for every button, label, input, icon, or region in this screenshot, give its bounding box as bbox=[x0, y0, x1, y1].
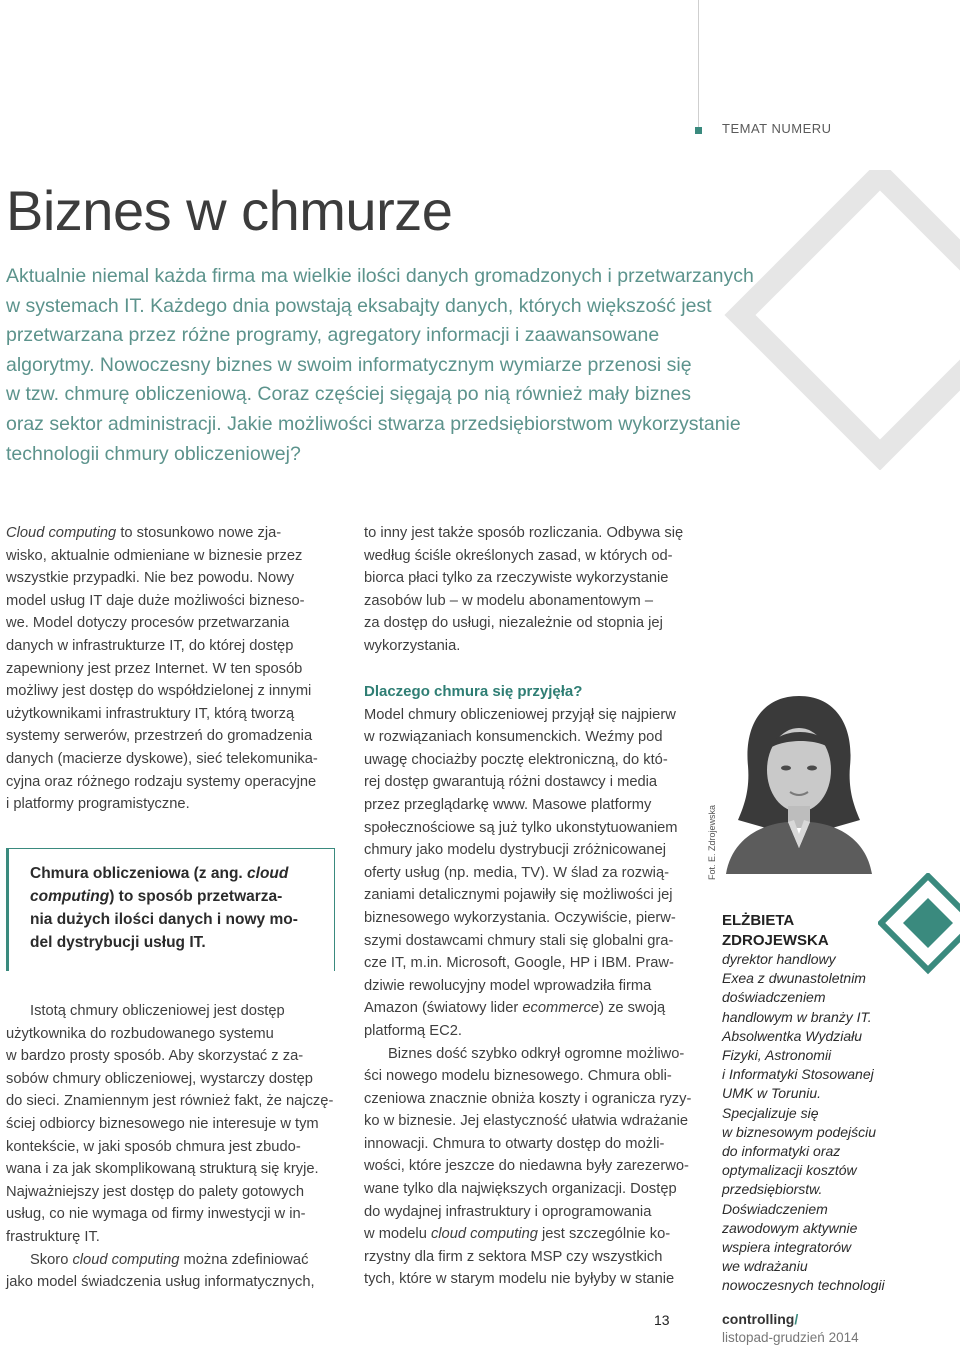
small-diamond-icon bbox=[878, 873, 960, 983]
bio-line: Specjalizuje się bbox=[722, 1104, 819, 1121]
body-line: wości, które jeszcze do niedawna były zarezerwo- bbox=[364, 1158, 689, 1175]
callout-accent-bar bbox=[6, 848, 9, 971]
italic-term: computing bbox=[30, 888, 110, 905]
body-line bbox=[6, 522, 339, 545]
callout-line bbox=[30, 862, 298, 885]
body-line: ko w biznesie. Jej elastyczność ułatwia wdrażanie bbox=[364, 1113, 689, 1130]
body-line: według ściśle określonych zasad, w których od- bbox=[364, 547, 673, 564]
bio-line: w biznesowym podejściu bbox=[722, 1123, 877, 1140]
section-subheading: Dlaczego chmura się przyjęła? bbox=[364, 683, 583, 700]
body-line: tych, które w starym modelu nie byłyby w stanie bbox=[364, 1271, 675, 1288]
section-divider-line bbox=[698, 0, 699, 130]
body-line: użytkownikami infrastruktury IT, którą tworzą bbox=[6, 705, 295, 722]
italic-term: cloud bbox=[247, 865, 289, 882]
body-text: ) ze swoją bbox=[599, 1000, 666, 1017]
body-line: usług, co nie wymaga od firmy inwestycji w in- bbox=[6, 1206, 306, 1223]
column-2-top bbox=[364, 522, 699, 658]
lead-line: Aktualnie niemal każda firma ma wielkie ilości danych gromadzonych i przetwarzanych bbox=[6, 265, 754, 287]
body-text: w modelu bbox=[364, 1226, 431, 1243]
lead-paragraph bbox=[6, 262, 806, 469]
body-line: wszystkie przypadki. Nie bez powodu. Nowy bbox=[6, 570, 295, 587]
body-line: jako model świadczenia usług informatycznych, bbox=[6, 1274, 315, 1291]
body-line: Istotą chmury obliczeniowej jest dostęp bbox=[30, 1003, 285, 1019]
page-number: 13 bbox=[654, 1312, 670, 1328]
body-line: rzystny dla firm z sektora MSP czy wszystkich bbox=[364, 1248, 663, 1265]
italic-term: cloud computing bbox=[72, 1251, 180, 1268]
body-line: sobów chmury obliczeniowej, wystarczy dostęp bbox=[6, 1070, 313, 1087]
body-line: to inny jest także sposób rozliczania. Odbywa się bbox=[364, 525, 684, 541]
body-line bbox=[364, 1223, 699, 1246]
body-line: rej dostęp gwarantują różni dostawcy i media bbox=[364, 774, 658, 791]
bio-line: przedsiębiorstw. bbox=[722, 1181, 823, 1198]
column-2-main bbox=[364, 681, 699, 1291]
body-line: we. Model dotyczy procesów przetwarzania bbox=[6, 615, 290, 632]
body-line: w rozwiązaniach konsumenckich. Weźmy pod bbox=[364, 729, 663, 746]
body-text: jest szczególnie ko- bbox=[537, 1226, 671, 1243]
body-line: wana i za jak skomplikowaną strukturą się kryje. bbox=[6, 1161, 319, 1178]
section-label: TEMAT NUMERU bbox=[722, 121, 832, 136]
body-line: wisko, aktualnie odmieniane w biznesie przez bbox=[6, 547, 303, 564]
body-line: do wydajnej infrastruktury i oprogramowania bbox=[364, 1203, 652, 1220]
issue-date: listopad-grudzień 2014 bbox=[722, 1330, 859, 1345]
body-line: przez przeglądarkę www. Masowe platformy bbox=[364, 796, 652, 813]
body-line: model usług IT daje duże możliwości bizneso- bbox=[6, 592, 305, 609]
callout-line bbox=[30, 885, 298, 908]
callout-text-part: Chmura obliczeniowa (z ang. bbox=[30, 865, 248, 882]
bio-line: dyrektor handlowy bbox=[722, 951, 836, 967]
body-line: czeniowa znacznie obniża koszty i ogranicza ryzy- bbox=[364, 1090, 692, 1107]
callout-line: nia dużych ilości danych i nowy mo- bbox=[30, 911, 298, 928]
body-line: zapewniony jest przez Internet. W ten sposób bbox=[6, 660, 303, 677]
page-title: Biznes w chmurze bbox=[6, 179, 453, 242]
photo-credit: Fot. E. Zdrojewska bbox=[707, 804, 717, 880]
body-line: ściej odbiorcy biznesowego nie interesuje w tym bbox=[6, 1115, 319, 1132]
italic-term: Cloud computing bbox=[6, 525, 117, 541]
body-line: Najważniejszy jest dostęp do palety gotowych bbox=[6, 1183, 304, 1200]
section-marker-dot bbox=[695, 127, 702, 134]
brand-slash: / bbox=[794, 1311, 799, 1327]
bio-line: UMK w Toruniu. bbox=[722, 1085, 822, 1102]
body-line: ści nowego modelu biznesowego. Chmura obli- bbox=[364, 1068, 672, 1085]
lead-line: przetwarzana przez różne programy, agregatory informacji i zaawansowane bbox=[6, 324, 660, 347]
body-line: biorca płaci tylko za rzeczywiste wykorzystanie bbox=[364, 570, 669, 587]
author-portrait bbox=[722, 688, 876, 874]
body-line: cyjna oraz różnego rodzaju systemy operacyjne bbox=[6, 773, 317, 790]
body-text: można zdefiniować bbox=[179, 1251, 309, 1268]
magazine-brand bbox=[722, 1311, 798, 1327]
bio-line: wspiera integratorów bbox=[722, 1239, 852, 1256]
body-line: cze IT, m.in. Microsoft, Google, HP i IBM. Praw- bbox=[364, 955, 674, 972]
lead-line: w systemach IT. Każdego dnia powstają eksabajty danych, których większość jest bbox=[6, 294, 712, 317]
body-line: za dostęp do usługi, niezależnie od stopnia jej bbox=[364, 615, 663, 632]
body-line: innowacji. Chmura to otwarty dostęp do możli- bbox=[364, 1135, 665, 1152]
lead-line: technologii chmury obliczeniowej? bbox=[6, 442, 301, 465]
callout-text bbox=[30, 862, 298, 954]
bio-line: optymalizacji kosztów bbox=[722, 1162, 857, 1179]
body-text: Amazon (światowy lider bbox=[364, 1000, 523, 1017]
bio-line: handlowym w branży IT. bbox=[722, 1008, 872, 1025]
body-line: możliwy jest dostęp do współdzielonej z innymi bbox=[6, 683, 312, 700]
body-line bbox=[6, 1249, 339, 1272]
callout-text-part: ) to sposób przetwarza- bbox=[109, 888, 283, 905]
author-name-line: ELŻBIETA bbox=[722, 912, 795, 929]
body-line: zasobów lub – w modelu abonamentowym – bbox=[364, 592, 654, 609]
body-line: frastrukturę IT. bbox=[6, 1228, 100, 1245]
lead-line: w tzw. chmurę obliczeniową. Coraz częściej sięgają po nią również mały biznes bbox=[6, 383, 691, 406]
body-line: uwagę chociażby pocztę elektroniczną, do któ- bbox=[364, 751, 668, 768]
bio-line: Doświadczeniem bbox=[722, 1200, 828, 1217]
lead-line: algorytmy. Nowoczesny biznes w swoim informatycznym wymiarze przenosi się bbox=[6, 353, 692, 376]
body-line: systemy serwerów, przestrzeń do gromadzenia bbox=[6, 728, 313, 745]
body-line: Biznes dość szybko odkrył ogromne możliwo- bbox=[388, 1045, 685, 1062]
column-1-top bbox=[6, 522, 339, 816]
body-line: danych w infrastrukturze IT, do której dostęp bbox=[6, 637, 294, 654]
body-text: to stosunkowo nowe zja- bbox=[116, 525, 282, 541]
bio-line: zawodowym aktywnie bbox=[722, 1219, 858, 1236]
bio-line: Exea z dwunastoletnim bbox=[722, 970, 866, 987]
body-line: danych (macierze dyskowe), sieć telekomunika- bbox=[6, 750, 318, 767]
bio-line: i Informatyki Stosowanej bbox=[722, 1066, 874, 1083]
body-line: społecznościowe są już tylko ukonstytuowaniem bbox=[364, 819, 678, 836]
body-text: Skoro bbox=[30, 1251, 73, 1268]
body-line: platformą EC2. bbox=[364, 1022, 462, 1039]
body-line: Model chmury obliczeniowej przyjął się najpierw bbox=[364, 706, 676, 723]
author-bio bbox=[722, 950, 885, 1296]
body-line: biznesowego wykorzystania. Oczywiście, pierw- bbox=[364, 909, 676, 926]
body-line: wane tylko dla największych organizacji. Dostęp bbox=[364, 1181, 677, 1198]
body-line: wykorzystania. bbox=[364, 637, 461, 654]
bio-line: Absolwentka Wydziału bbox=[722, 1027, 863, 1044]
bio-line: we wdrażaniu bbox=[722, 1258, 808, 1275]
body-line bbox=[364, 997, 699, 1020]
body-line: szymi dostawcami chmury stali się globalni gra- bbox=[364, 932, 674, 949]
italic-term: ecommerce bbox=[522, 1000, 600, 1017]
column-1-bottom bbox=[6, 1000, 339, 1294]
body-line: w bardzo prosty sposób. Aby skorzystać z za- bbox=[6, 1048, 304, 1065]
body-line: i platformy programistyczne. bbox=[6, 796, 190, 813]
body-line: chmury jako modelu dystrybucji zróżnicowanej bbox=[364, 842, 667, 859]
body-line: kontekście, w jaki sposób chmura jest zbudo- bbox=[6, 1138, 301, 1155]
bio-line: doświadczeniem bbox=[722, 989, 826, 1006]
author-name-line: ZDROJEWSKA bbox=[722, 932, 829, 949]
italic-term: cloud computing bbox=[430, 1226, 538, 1243]
bio-line: Fizyki, Astronomii bbox=[722, 1047, 832, 1064]
body-line: do sieci. Znamiennym jest również fakt, że najczę- bbox=[6, 1093, 334, 1110]
brand-text: controlling bbox=[722, 1311, 795, 1327]
body-line: użytkownika do rozbudowanego systemu bbox=[6, 1025, 274, 1042]
bio-line: nowoczesnych technologii bbox=[722, 1277, 885, 1294]
callout-line: del dystrybucji usług IT. bbox=[30, 934, 206, 951]
body-line: oferty usług (np. media, TV). W ślad za rozwią- bbox=[364, 864, 670, 881]
body-line: zaniami detalicznymi pojawiły się możliwości jej bbox=[364, 887, 673, 904]
author-name bbox=[722, 911, 829, 951]
body-line: dziwie rewolucyjny model wprowadziła firma bbox=[364, 977, 652, 994]
lead-line: oraz sektor administracji. Jakie możliwości stwarza przedsiębiorstwom wykorzystanie bbox=[6, 412, 741, 435]
bio-line: do informatyki oraz bbox=[722, 1143, 841, 1160]
